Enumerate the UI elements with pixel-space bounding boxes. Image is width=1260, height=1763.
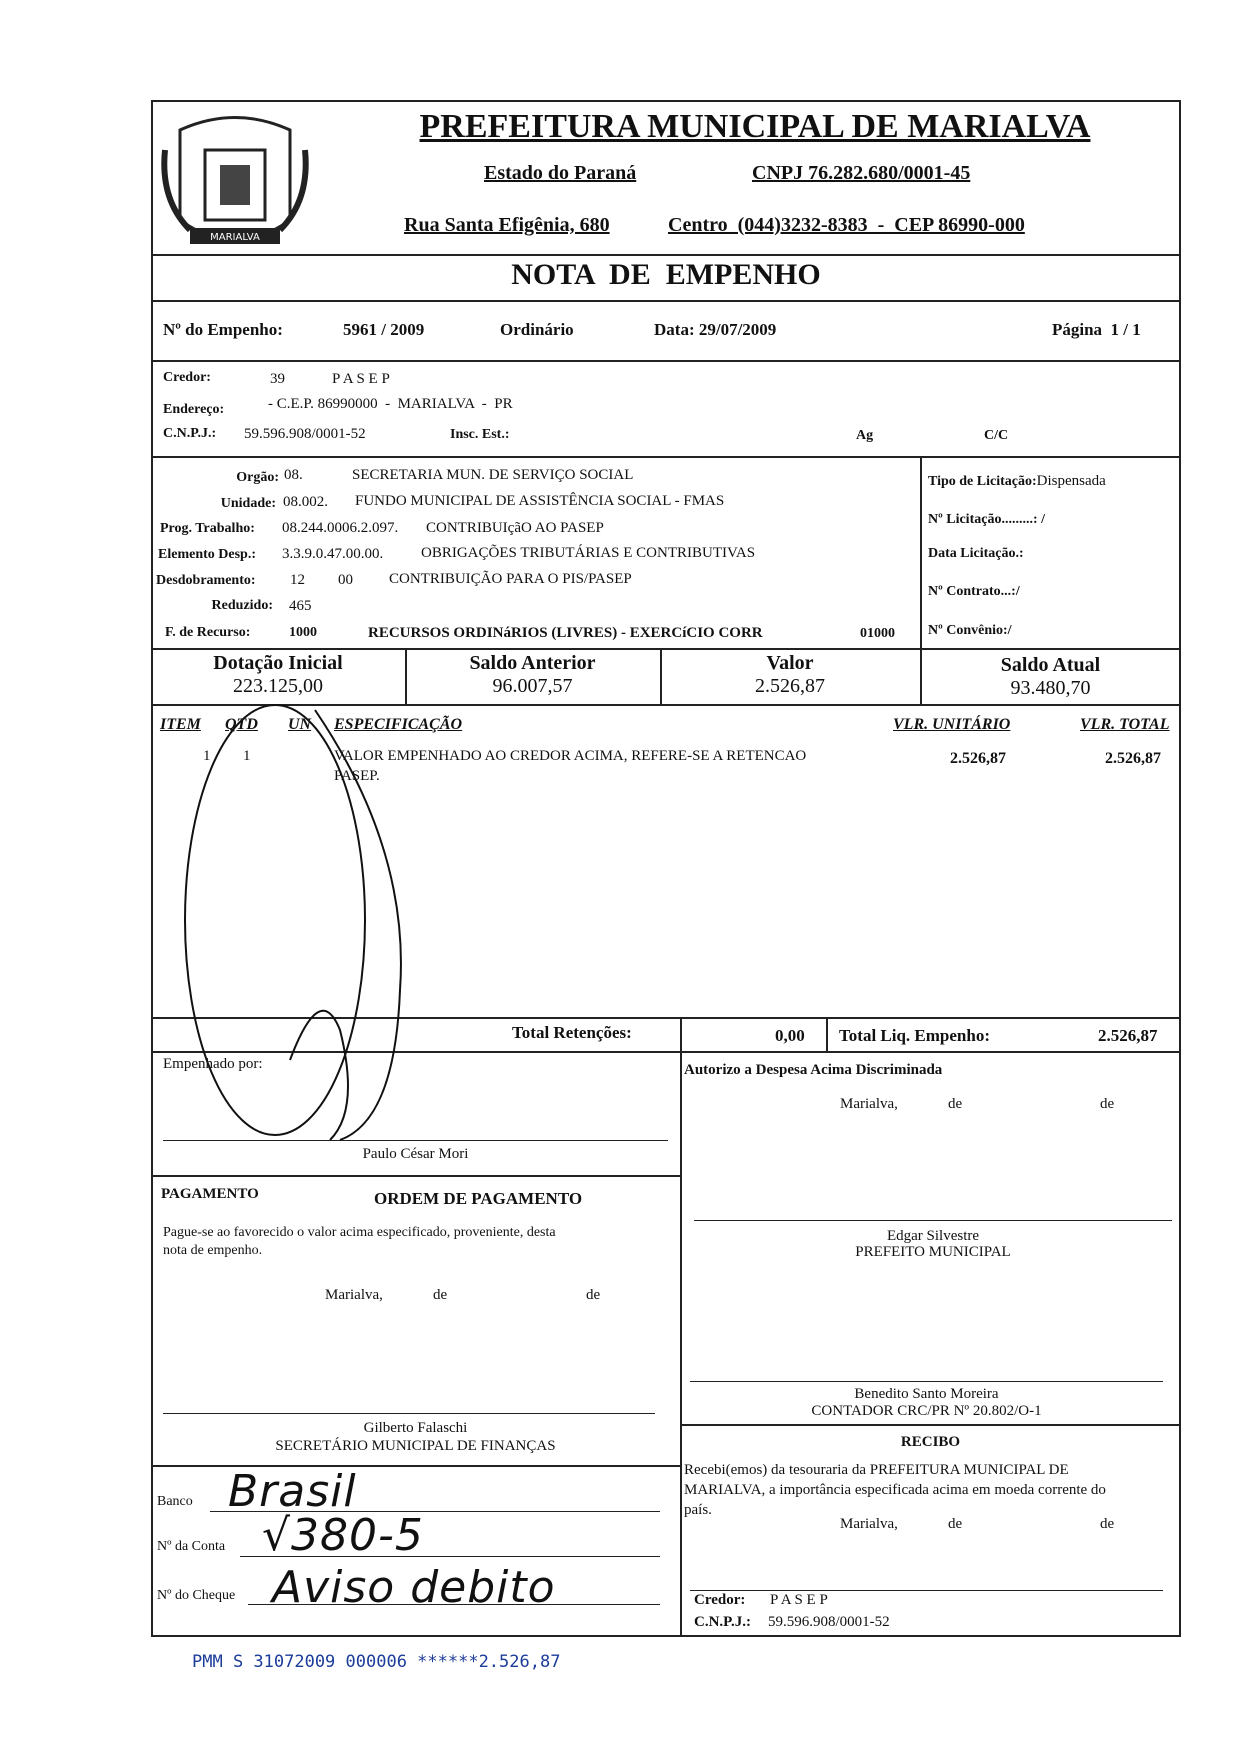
empenho-number-label: Nº do Empenho:: [163, 320, 283, 339]
balance-value: 93.480,70: [1010, 677, 1091, 699]
pagamento-de2: de: [586, 1287, 601, 1303]
row-unit-price: 2.526,87: [950, 750, 1006, 767]
col-item: ITEM: [160, 716, 201, 733]
pagamento-label: PAGAMENTO: [161, 1186, 259, 1202]
balance-label: Dotação Inicial: [213, 652, 343, 674]
retencoes-value: 0,00: [775, 1026, 805, 1045]
desdob-code2: 00: [338, 572, 353, 588]
pagamento-de1: de: [433, 1287, 448, 1303]
cnpj-label: CNPJ 76.282.680/0001-45: [752, 162, 971, 184]
desdob-code1: 12: [290, 572, 305, 588]
row-item: 1: [203, 748, 211, 764]
autorizo-de2: de: [1100, 1096, 1115, 1112]
cheque-label: Nº do Cheque: [157, 1588, 236, 1603]
reduzido-value: 465: [289, 598, 312, 614]
col-un: UN: [288, 716, 312, 733]
conta-handwritten: √380-5: [262, 1510, 424, 1561]
unidade-desc: FUNDO MUNICIPAL DE ASSISTÊNCIA SOCIAL - FMAS: [355, 493, 725, 509]
data-licitacao: Data Licitação.:: [928, 546, 1024, 561]
banco-handwritten: Brasil: [228, 1466, 357, 1517]
recibo-cnpj-label: C.N.P.J.:: [694, 1614, 751, 1630]
credor-name: P A S E P: [332, 371, 390, 387]
cheque-handwritten: Aviso debito: [272, 1562, 556, 1613]
orgao-code: 08.: [284, 467, 303, 483]
recurso-label: F. de Recurso:: [165, 625, 251, 640]
col-unit-price: VLR. UNITÁRIO: [893, 716, 1011, 733]
recurso-desc: RECURSOS ORDINáRIOS (LIVRES) - EXERCíCIO CORR: [368, 625, 763, 641]
empenho-number: 5961 / 2009: [343, 320, 425, 339]
desdob-label: Desdobramento:: [156, 573, 256, 588]
tipo-licitacao: [928, 472, 1106, 490]
numero-licitacao: Nº Licitação.........: /: [928, 512, 1045, 527]
recibo-credor-label: Credor:: [694, 1592, 746, 1608]
prog-code: 08.244.0006.2.097.: [282, 520, 399, 536]
recibo-de1: de: [948, 1516, 963, 1532]
recurso-code: 1000: [289, 625, 317, 640]
conta-label: Nº da Conta: [157, 1539, 226, 1554]
empenho-type: Ordinário: [500, 320, 574, 339]
secretario-name: Gilberto Falaschi: [363, 1420, 468, 1436]
prefeito-name: Edgar Silvestre: [886, 1228, 980, 1244]
empenhado-label: Empenhado por:: [163, 1056, 263, 1072]
liq-value: 2.526,87: [1098, 1026, 1158, 1045]
autorizo-local: Marialva,: [840, 1096, 898, 1112]
recurso-num: 01000: [860, 626, 895, 641]
recibo-text1: Recebi(emos) da tesouraria da PREFEITURA MUNICIPAL DE: [684, 1462, 1069, 1478]
tipo-licitacao-value: Dispensada: [1036, 473, 1106, 489]
ordem-pagamento-label: ORDEM DE PAGAMENTO: [374, 1189, 583, 1208]
recibo-local: Marialva,: [840, 1516, 898, 1532]
recibo-cnpj: 59.596.908/0001-52: [768, 1614, 890, 1630]
recibo-text2: MARIALVA, a importância especificada acima em moeda corrente do: [684, 1482, 1106, 1498]
empenhado-name: Paulo César Mori: [362, 1146, 469, 1162]
numero-contrato: Nº Contrato...:/: [928, 584, 1020, 599]
credor-address: - C.E.P. 86990000 - MARIALVA - PR: [268, 396, 513, 412]
unidade-code: 08.002.: [283, 494, 328, 510]
secretario-title: SECRETÁRIO MUNICIPAL DE FINANÇAS: [275, 1438, 556, 1454]
col-spec: ESPECIFICAÇÃO: [334, 716, 463, 733]
tipo-licitacao-label: Tipo de Licitação:: [928, 474, 1037, 489]
recibo-de2: de: [1100, 1516, 1115, 1532]
district-phone-label: Centro (044)3232-8383 - CEP 86990-000: [668, 214, 1025, 236]
print-stamp: PMM S 31072009 000006 ******2.526,87: [192, 1652, 561, 1672]
orgao-desc: SECRETARIA MUN. DE SERVIÇO SOCIAL: [352, 467, 634, 483]
credor-code: 39: [270, 371, 285, 387]
col-qtd: QTD: [225, 716, 258, 733]
balance-saldo-atual: [920, 654, 1181, 700]
orgao-label: Orgão:: [236, 470, 279, 485]
reduzido-label: Reduzido:: [211, 598, 273, 613]
row-spec-line2: PASEP.: [334, 768, 380, 784]
row-spec-line1: VALOR EMPENHADO AO CREDOR ACIMA, REFERE-SE A RETENCAO: [334, 748, 807, 764]
recibo-title: RECIBO: [900, 1434, 961, 1450]
address-label: Rua Santa Efigênia, 680: [404, 214, 610, 236]
ag-label: Ag: [856, 428, 874, 443]
cc-label: C/C: [984, 428, 1009, 443]
prog-desc: CONTRIBUIçãO AO PASEP: [426, 520, 604, 536]
credor-cnpj: 59.596.908/0001-52: [244, 426, 366, 442]
balance-label: Valor: [766, 652, 814, 674]
credor-label: Credor:: [163, 370, 211, 385]
autorizo-de1: de: [948, 1096, 963, 1112]
numero-convenio: Nº Convênio:/: [928, 623, 1012, 638]
municipal-crest-icon: [160, 110, 310, 260]
prefeito-title: PREFEITO MUNICIPAL: [855, 1244, 1011, 1260]
balance-value: 223.125,00: [233, 675, 323, 697]
cnpj-field-label: C.N.P.J.:: [163, 426, 217, 441]
elemento-label: Elemento Desp.:: [158, 547, 256, 562]
elemento-desc: OBRIGAÇÕES TRIBUTÁRIAS E CONTRIBUTIVAS: [421, 545, 756, 561]
col-total: VLR. TOTAL: [1080, 716, 1170, 733]
svg-text:MARIALVA: MARIALVA: [210, 232, 260, 243]
desdob-desc: CONTRIBUIÇÃO PARA O PIS/PASEP: [389, 571, 632, 587]
recibo-text3: país.: [684, 1502, 712, 1518]
unidade-label: Unidade:: [220, 496, 276, 511]
elemento-code: 3.3.9.0.47.00.00.: [282, 546, 384, 562]
balance-label: Saldo Atual: [1000, 654, 1101, 676]
cancel-scribble-icon: [170, 690, 430, 1150]
pagamento-text1: Pague-se ao favorecido o valor acima especificado, proveniente, desta: [163, 1225, 556, 1240]
empenho-date: Data: 29/07/2009: [654, 320, 777, 339]
balance-saldo-anterior: [405, 652, 660, 698]
row-total: 2.526,87: [1105, 750, 1161, 767]
pagamento-text2: nota de empenho.: [163, 1243, 263, 1258]
page-number: Página 1 / 1: [1052, 320, 1141, 339]
balance-value: 96.007,57: [492, 675, 573, 697]
document-title: NOTA DE EMPENHO: [511, 258, 821, 291]
page-title: PREFEITURA MUNICIPAL DE MARIALVA: [419, 108, 1091, 145]
autorizo-label: Autorizo a Despesa Acima Discriminada: [684, 1062, 943, 1078]
balance-label: Saldo Anterior: [469, 652, 596, 674]
contador-name: Benedito Santo Moreira: [854, 1386, 999, 1402]
banco-label: Banco: [157, 1494, 193, 1509]
address-field-label: Endereço:: [163, 402, 225, 417]
row-qtd: 1: [243, 748, 251, 764]
pagamento-local: Marialva,: [325, 1287, 383, 1303]
contador-title: CONTADOR CRC/PR Nº 20.802/O-1: [811, 1403, 1042, 1419]
liq-label: Total Liq. Empenho:: [839, 1026, 990, 1045]
insc-est-label: Insc. Est.:: [450, 427, 510, 442]
balance-valor: [660, 652, 920, 698]
state-label: Estado do Paraná: [484, 162, 637, 184]
prog-label: Prog. Trabalho:: [160, 521, 255, 536]
recibo-credor: P A S E P: [770, 1592, 828, 1608]
balance-value: 2.526,87: [755, 675, 825, 697]
retencoes-label: Total Retenções:: [512, 1023, 632, 1042]
